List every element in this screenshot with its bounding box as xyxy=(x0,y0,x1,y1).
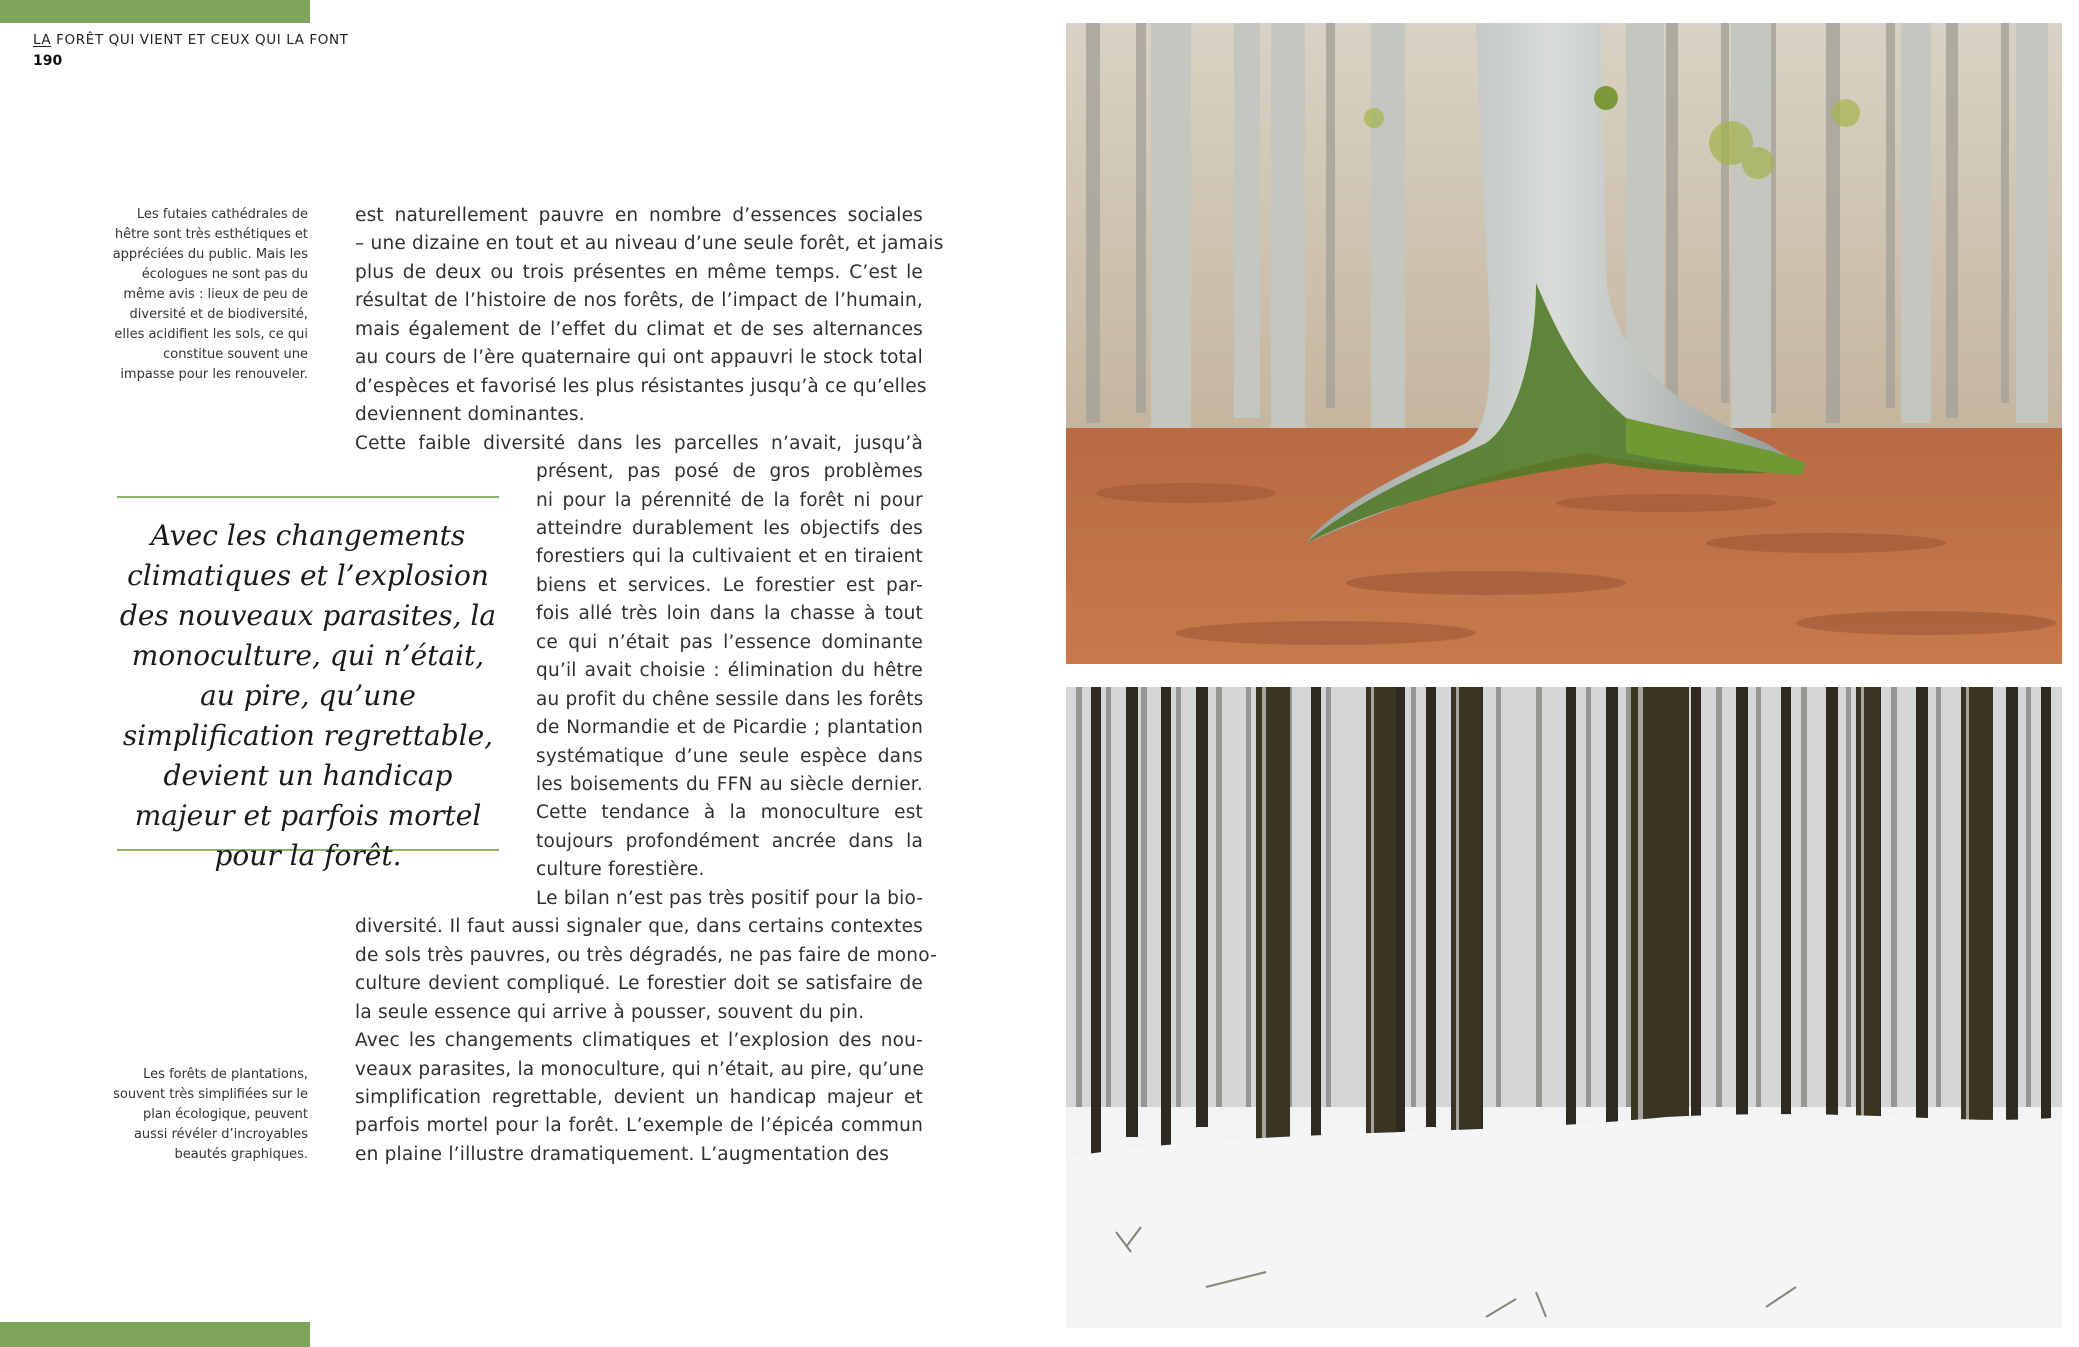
page-number: 190 xyxy=(33,53,63,69)
body-text-line: veaux parasites, la monoculture, qui n’était, au pire, qu’une xyxy=(355,1058,924,1080)
body-text-line: Avec les changements climatiques et l’explosion des nou- xyxy=(355,1030,923,1052)
running-head xyxy=(33,32,349,48)
top-accent-bar xyxy=(0,0,310,23)
body-text-line: ni pour la pérennité de la forêt ni pour xyxy=(536,489,923,511)
body-text-line: la seule essence qui arrive à pousser, souvent du pin. xyxy=(355,1001,865,1023)
body-text-line: culture forestière. xyxy=(536,859,705,881)
body-text-line: atteindre durablement les objectifs des xyxy=(536,517,923,539)
running-head-first-word: LA xyxy=(33,32,52,48)
body-text-line: Le bilan n’est pas très positif pour la bio- xyxy=(536,887,924,909)
body-text-line: d’espèces et favorisé les plus résistantes jusqu’à ce qu’elles xyxy=(355,375,927,397)
photo-spruce-plantation-winter xyxy=(1066,687,2062,1328)
body-text-line: Cette faible diversité dans les parcelles n’avait, jusqu’à xyxy=(355,432,923,454)
body-text-line: biens et services. Le forestier est par- xyxy=(536,574,923,596)
body-text-line: diversité. Il faut aussi signaler que, dans certains contextes xyxy=(355,916,923,938)
body-text-line: au cours de l’ère quaternaire qui ont appauvri le stock total xyxy=(355,347,923,369)
body-text-line: ce qui n’était pas l’essence dominante xyxy=(536,631,923,653)
body-text-line: deviennent dominantes. xyxy=(355,404,585,426)
caption-beech-forest: Les futaies cathédrales de hêtre sont très esthétiques et appréciées du public. Mais les écologues ne sont pas du même avis : lieux de peu de diversité et de biodiversité, elles acidifient les sols, ce qui constitue souvent une impasse pour les renouveler. xyxy=(112,207,308,382)
pull-quote xyxy=(117,496,499,872)
running-head-rest: FORÊT QUI VIENT ET CEUX QUI LA FONT xyxy=(51,32,349,48)
body-text-line: de Normandie et de Picardie ; plantation xyxy=(536,717,923,739)
body-text-line: forestiers qui la cultivaient et en tiraient xyxy=(536,546,923,568)
body-text-line: – une dizaine en tout et au niveau d’une seule forêt, et jamais xyxy=(355,233,944,255)
body-text-line: de sols très pauvres, ou très dégradés, ne pas faire de mono- xyxy=(355,944,937,966)
body-text-line: résultat de l’histoire de nos forêts, de l’impact de l’humain, xyxy=(355,290,923,312)
caption-plantation-forest: Les forêts de plantations, souvent très simplifiées sur le plan écologique, peuvent aussi révéler d’incroyables beautés graphiques. xyxy=(113,1067,308,1162)
photo-beech-autumn xyxy=(1066,23,2062,664)
body-text-line: simplification regrettable, devient un handicap majeur et xyxy=(355,1086,923,1108)
pull-quote-text: Avec les changements climatiques et l’explosion des nouveaux parasites, la monoculture, qui n’était, au pire, qu’une simplification regrettable, devient un handicap majeur et parfois mortel pour la forêt. xyxy=(119,519,497,872)
body-text-line: présent, pas posé de gros problèmes xyxy=(536,461,923,483)
body-text-line: toujours profondément ancrée dans la xyxy=(536,830,923,852)
body-text-line: les boisements du FFN au siècle dernier. xyxy=(536,774,923,795)
body-text-line: est naturellement pauvre en nombre d’essences sociales xyxy=(355,205,923,226)
body-text-line: plus de deux ou trois présentes en même temps. C’est le xyxy=(355,261,923,283)
body-text-line: au profit du chêne sessile dans les forêts xyxy=(536,688,924,710)
body-text-line: culture devient compliqué. Le forestier doit se satisfaire de xyxy=(355,973,923,995)
body-text-line: fois allé très loin dans la chasse à tout xyxy=(536,603,923,625)
body-text-line: parfois mortel pour la forêt. L’exemple de l’épicéa commun xyxy=(355,1115,923,1137)
body-text-line: en plaine l’illustre dramatiquement. L’augmentation des xyxy=(355,1143,890,1165)
body-text-line: qu’il avait choisie : élimination du hêtre xyxy=(536,660,923,682)
bottom-accent-bar xyxy=(0,1322,310,1347)
body-text-line: mais également de l’effet du climat et de ses alternances xyxy=(355,318,923,340)
body-text-line: Cette tendance à la monoculture est xyxy=(536,802,923,824)
body-text-line: systématique d’une seule espèce dans xyxy=(536,745,923,767)
